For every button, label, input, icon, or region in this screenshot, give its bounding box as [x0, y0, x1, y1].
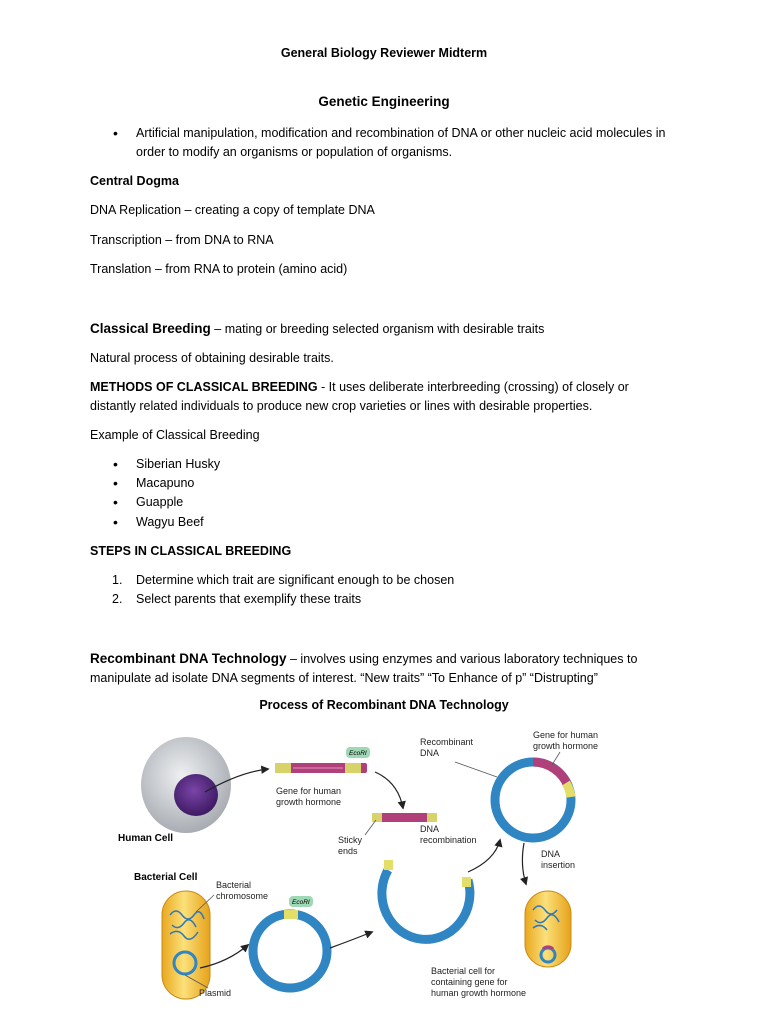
section-title: Genetic Engineering	[318, 94, 450, 109]
example-item: Macapuno	[136, 476, 195, 490]
example-heading: Example of Classical Breeding	[90, 428, 260, 442]
recombinant-dna-line1: Recombinant	[420, 737, 474, 747]
sticky-ends-line2: ends	[338, 846, 358, 856]
arrow-insertion	[522, 843, 526, 884]
document-title: General Biology Reviewer Midterm	[280, 46, 488, 60]
ecori-label-bottom: EcoRI	[292, 899, 310, 906]
classical-breeding-term: Classical Breeding	[90, 321, 211, 336]
isolated-plasmid	[253, 910, 327, 988]
bullet-marker: •	[113, 494, 118, 510]
final-bacterium-shape	[525, 891, 571, 967]
human-nucleus-shape	[174, 774, 218, 816]
final-cell-line2: containing gene for	[431, 977, 508, 987]
human-cell-label: Human Cell	[118, 833, 174, 844]
step-text: Select parents that exemplify these traits	[136, 592, 362, 606]
dogma-transcription: Transcription – from DNA to RNA	[90, 233, 274, 247]
arrow-cut	[375, 772, 403, 808]
bullet-marker: •	[113, 514, 118, 530]
gene-hgh-pointer	[552, 752, 560, 765]
example-item: Wagyu Beef	[136, 515, 204, 529]
recombinant-text: – involves using enzymes and various laboratory techniques to manipulate ad isolate DNA segments of interest. “New traits” “To Enhance of p” “Distrupting”	[90, 652, 638, 685]
step-number: 2.	[112, 592, 123, 606]
bacterial-cell-shape	[162, 891, 210, 999]
arrow-open-plasmid	[330, 932, 372, 948]
ecori-label-top: EcoRI	[349, 750, 367, 757]
step-number: 1.	[112, 573, 123, 587]
recombination-strand	[372, 813, 437, 822]
recombinant-dna-pointer	[455, 762, 497, 777]
bullet-marker: •	[113, 475, 118, 491]
example-item: Guapple	[136, 495, 184, 509]
isolated-gene-strand	[275, 763, 367, 773]
recombinant-plasmid	[495, 762, 571, 838]
gene-label-line1: Gene for human	[276, 786, 342, 796]
dna-insertion-line2: insertion	[541, 860, 576, 870]
final-cell-line1: Bacterial cell for	[431, 966, 496, 976]
methods-text: - It uses deliberate interbreeding (crossing) of closely or distantly related individuals to produce new crop varieties or lines with desirable properties.	[90, 380, 629, 413]
sticky-ends-pointer	[365, 820, 376, 835]
dna-recombination-line2: recombination	[420, 835, 477, 845]
dna-recombination-line1: DNA	[420, 824, 440, 834]
bacterial-cell-label: Bacterial Cell	[134, 872, 198, 883]
dogma-replication: DNA Replication – creating a copy of template DNA	[90, 203, 375, 217]
recombinant-term: Recombinant DNA Technology	[90, 651, 287, 666]
gene-label-line2: growth hormone	[276, 797, 342, 807]
sticky-ends-line1: Sticky	[338, 835, 363, 845]
steps-heading: STEPS IN CLASSICAL BREEDING	[90, 544, 292, 558]
bullet-marker: •	[113, 456, 118, 472]
gene-hgh-top-line1: Gene for human	[533, 730, 599, 740]
genetic-engineering-definition: Artificial manipulation, modification and recombination of DNA or other nucleic acid molecules in order to modify an organisms or population of organisms.	[136, 126, 666, 159]
bacterial-chromosome-line1: Bacterial	[216, 880, 252, 890]
figure-title: Process of Recombinant DNA Technology	[259, 698, 509, 712]
step-text: Determine which trait are significant enough to be chosen	[136, 573, 455, 587]
classical-breeding-definition: – mating or breeding selected organism with desirable traits	[210, 322, 545, 336]
final-cell-line3: human growth hormone	[431, 988, 527, 998]
central-dogma-heading: Central Dogma	[90, 174, 179, 188]
opened-plasmid	[382, 860, 471, 939]
natural-process-text: Natural process of obtaining desirable traits.	[90, 351, 334, 365]
methods-term: METHODS OF CLASSICAL BREEDING	[90, 380, 318, 394]
bullet-marker: •	[113, 125, 118, 141]
dna-insertion-line1: DNA	[541, 849, 561, 859]
recombinant-dna-line2: DNA	[420, 748, 440, 758]
bacterial-chromosome-line2: chromosome	[216, 891, 269, 901]
gene-hgh-top-line2: growth hormone	[533, 741, 599, 751]
example-item: Siberian Husky	[136, 457, 221, 471]
dogma-translation: Translation – from RNA to protein (amino acid)	[90, 262, 348, 276]
plasmid-label: Plasmid	[199, 988, 232, 998]
